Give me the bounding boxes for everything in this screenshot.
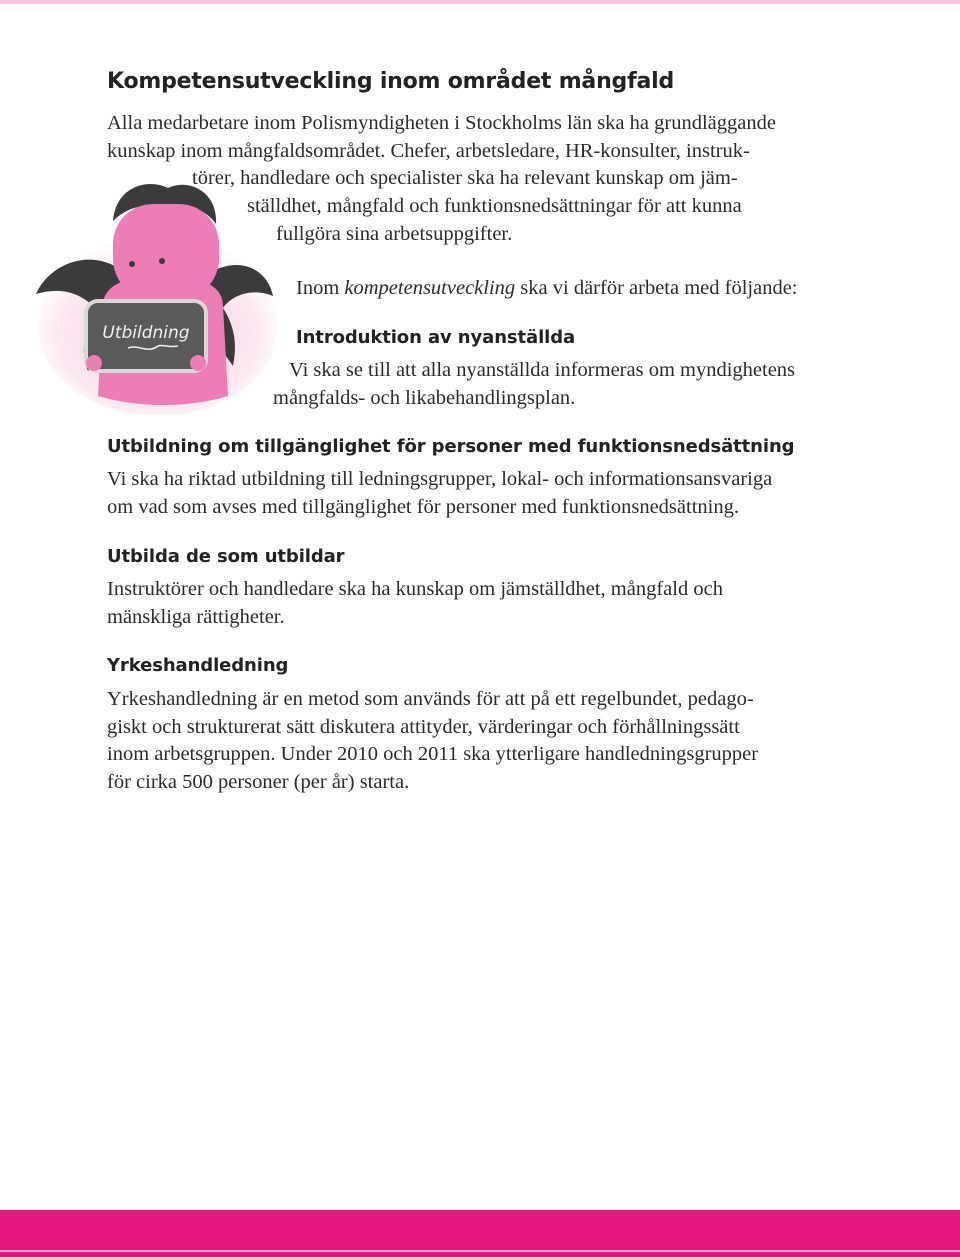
top-rule	[0, 0, 960, 4]
section-line: Yrkeshandledning är en metod som används för att på ett regelbundet, pedago-	[107, 688, 754, 710]
utbildning-illustration	[28, 176, 278, 414]
board-text: Utbildning	[102, 323, 190, 343]
section-line: om vad som avses med tillgänglighet för personer med funktionsnedsättning.	[107, 496, 739, 518]
footer-rule	[0, 1250, 960, 1252]
section-line: inom arbetsgruppen. Under 2010 och 2011 ska ytterligare handledningsgrupper	[107, 743, 759, 765]
section-line: Vi ska ha riktad utbildning till ledningsgrupper, lokal- och informationsansvariga	[107, 468, 773, 490]
section-line: giskt och strukturerat sätt diskutera attityder, värderingar och förhållningssätt	[107, 716, 740, 738]
section-heading: Utbilda de som utbildar	[107, 546, 345, 567]
section-heading: Introduktion av nyanställda	[296, 327, 576, 348]
section-line: för cirka 500 personer (per år) starta.	[107, 771, 410, 793]
intro-line: kunskap inom mångfaldsområdet. Chefer, arbetsledare, HR-konsulter, instruk-	[107, 140, 750, 162]
angel-figure-icon	[28, 176, 278, 414]
intro-line: ställdhet, mångfald och funktionsnedsättningar för att kunna	[247, 195, 742, 217]
footer-bar	[0, 1210, 960, 1257]
section-heading: Yrkeshandledning	[107, 655, 289, 676]
section-line: Instruktörer och handledare ska ha kunskap om jämställdhet, mångfald och	[107, 578, 723, 600]
page-heading: Kompetensutveckling inom området mångfald	[107, 69, 674, 94]
section-line: mångfalds- och likabehandlingsplan.	[273, 387, 576, 409]
lead-after: ska vi därför arbeta med följande:	[515, 277, 798, 299]
lead-before: Inom	[296, 277, 345, 299]
lead-italic: kompetensutveckling	[344, 277, 516, 299]
section-line: mänskliga rättigheter.	[107, 606, 285, 628]
section-heading: Utbildning om tillgänglighet för personer med funktionsnedsättning	[107, 436, 795, 457]
section-line: Vi ska se till att alla nyanställda informeras om myndighetens	[289, 359, 796, 381]
intro-line: törer, handledare och specialister ska ha relevant kunskap om jäm-	[192, 167, 738, 189]
intro-line: fullgöra sina arbetsuppgifter.	[276, 223, 513, 245]
lead-sentence	[296, 274, 798, 302]
intro-line: Alla medarbetare inom Polismyndigheten i Stockholms län ska ha grundläggande	[107, 112, 776, 134]
